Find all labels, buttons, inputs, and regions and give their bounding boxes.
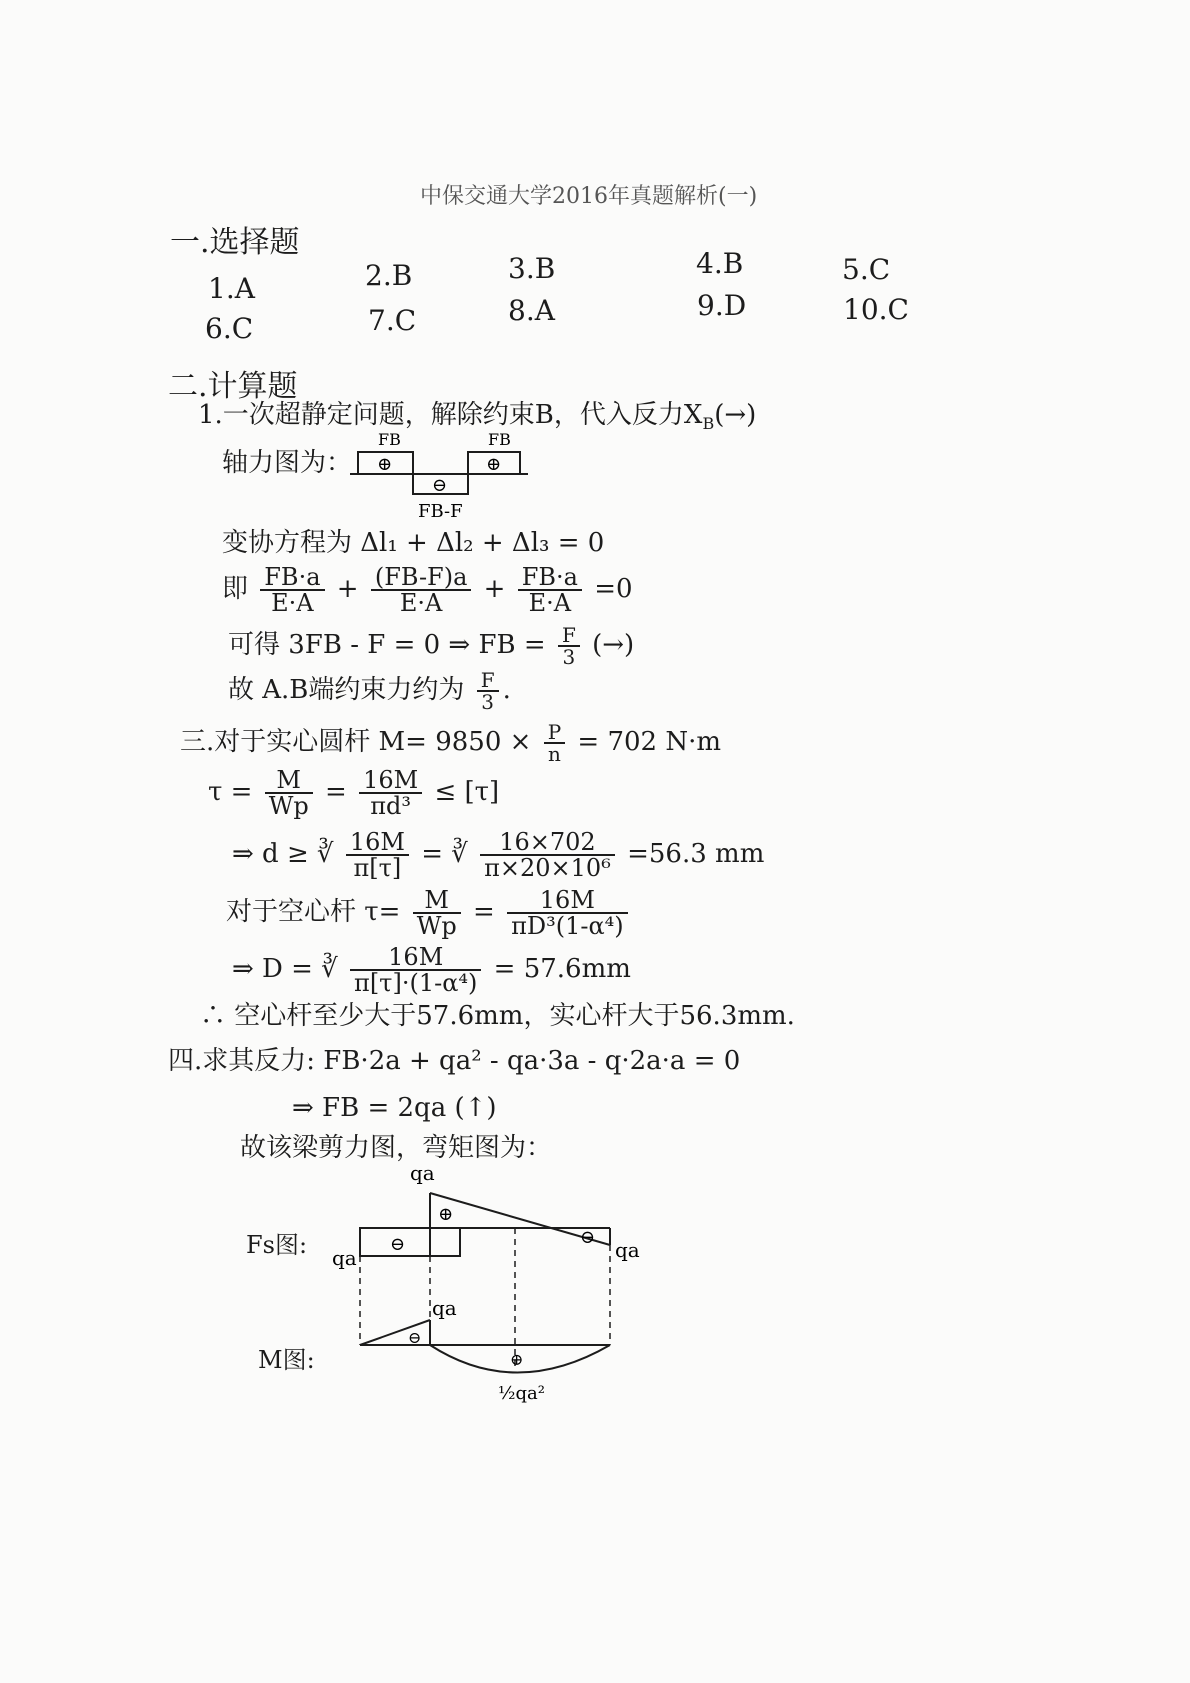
- page-header: 中保交通大学2016年真题解析(一): [420, 184, 758, 209]
- shear-plus: ⊕: [438, 1204, 454, 1225]
- axial-force-label: 轴力图为：: [222, 448, 353, 478]
- qa-moment-label: qa: [432, 1296, 457, 1320]
- d-solution: ⇒ d ≥ ∛ $\frac{16M}{\pi[\tau]}$ = ∛ $\frac{16\times 702}{\text{π×20×10⁶}}$ =56.3 mm: [232, 828, 765, 882]
- answer-10: 10.C: [843, 293, 909, 326]
- m-diagram-label: M图:: [258, 1346, 315, 1374]
- problem3-conclusion: ∴ 空心杆至少大于57.6mm，实心杆大于56.3mm.: [200, 1001, 795, 1031]
- answer-1: 1.A: [208, 272, 255, 305]
- diag-plus-right: ⊕: [486, 454, 502, 475]
- answer-3: 3.B: [508, 252, 556, 285]
- hollow-shaft-equation: 对于空心杆 τ= $\frac{M}{Wp}$ = $\frac{16M}{\text{πD³(1-α⁴)}}$: [226, 888, 632, 938]
- D-solution: ⇒ D = ∛ $\frac{16M}{\text{π[τ]·(1-α⁴)}}$ = 57.6mm: [232, 943, 631, 997]
- problem4-title: 四.求其反力: FB·2a + qa² - qa·3a - q·2a·a = 0: [168, 1046, 741, 1076]
- axial-force-diagram: [350, 425, 540, 525]
- tau-equation: τ = $\frac{M}{Wp}$ = $\frac{16M}{\text{πd³}}$ ≤ [τ]: [208, 766, 500, 820]
- diag-fb-left: FB: [378, 430, 401, 449]
- answer-5: 5.C: [842, 253, 891, 286]
- section-multiple-choice-title: 一.选择题: [170, 225, 300, 260]
- compatibility-expanded: 即 $\frac{FB\cdot a}{E\cdot A}$ + $\frac{(FB-F)a}{E\cdot A}$ + $\frac{FB\cdot a}{E\cdot A}$ =0: [222, 563, 633, 617]
- result-fb: 可得 3FB - F = 0 ⇒ FB = $\frac{F}{3}$ (→): [228, 623, 635, 669]
- section-calculation-title: 二.计算题: [168, 369, 298, 404]
- moment-minus: ⊖: [408, 1328, 422, 1347]
- shear-moment-diagrams: [330, 1165, 660, 1410]
- shear-minus-right: ⊖: [580, 1227, 596, 1248]
- answer-7: 7.C: [368, 304, 417, 337]
- answer-6: 6.C: [205, 312, 254, 345]
- qa-left-label: qa: [332, 1246, 357, 1270]
- diag-fb-f: FB-F: [418, 501, 463, 522]
- problem3-title: 三.对于实心圆杆 M= 9850 × $\frac{P}{n}$ = 702 N·m: [180, 720, 722, 766]
- shear-minus-left: ⊖: [390, 1234, 406, 1255]
- answer-9: 9.D: [697, 289, 747, 322]
- fs-diagram-label: Fs图:: [246, 1231, 308, 1259]
- diag-fb-right: FB: [488, 430, 511, 449]
- qa-right-label: qa: [615, 1238, 640, 1262]
- moment-bottom-label: ½qa²: [498, 1383, 545, 1404]
- moment-plus: ⊕: [510, 1350, 524, 1369]
- problem4-result: ⇒ FB = 2qa (↑): [292, 1093, 497, 1123]
- answer-8: 8.A: [508, 294, 555, 327]
- answer-2: 2.B: [365, 259, 413, 292]
- answer-4: 4.B: [696, 247, 744, 280]
- problem1-intro: 1.一次超静定问题，解除约束B，代入反力$X_B(\to)$: [198, 400, 757, 434]
- diag-minus: ⊖: [432, 475, 448, 496]
- problem4-diagram-intro: 故该梁剪力图，弯矩图为：: [240, 1133, 553, 1163]
- compatibility-equation: 变协方程为 Δl₁ + Δl₂ + Δl₃ = 0: [222, 528, 605, 558]
- diag-plus-left: ⊕: [377, 454, 393, 475]
- qa-top-label: qa: [410, 1165, 435, 1185]
- conclusion-p1: 故 A.B端约束力约为 $\frac{F}{3}$ .: [228, 668, 511, 714]
